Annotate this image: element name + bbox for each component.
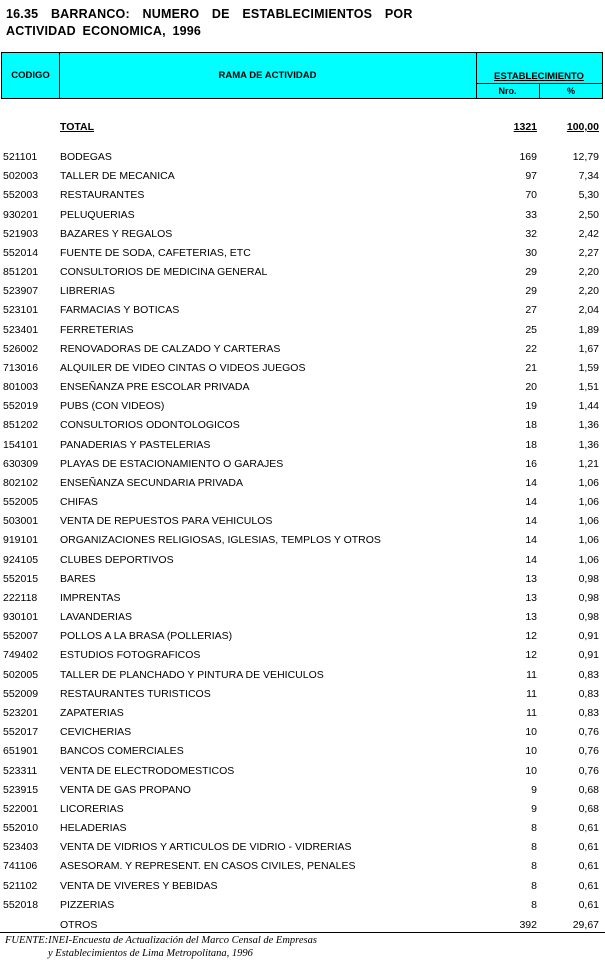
row-nro: 21	[525, 361, 537, 374]
table-row	[0, 762, 605, 781]
row-name: VENTA DE REPUESTOS PARA VEHICULOS	[60, 515, 273, 528]
row-nro: 169	[519, 151, 537, 163]
row-pct: 1,21	[578, 457, 599, 470]
row-code: 523311	[3, 764, 38, 777]
row-name: BODEGAS	[60, 151, 112, 163]
row-code: 521102	[3, 879, 38, 892]
row-nro: 29	[525, 285, 537, 298]
row-nro: 19	[525, 400, 537, 413]
table-row	[0, 493, 605, 512]
row-nro: 8	[531, 841, 537, 854]
row-code: 502003	[3, 170, 39, 183]
row-code: 924105	[3, 553, 39, 566]
table-row	[0, 148, 605, 167]
row-nro: 10	[525, 764, 537, 777]
table-row	[0, 321, 605, 340]
row-name: FERRETERIAS	[60, 323, 134, 336]
row-name: ESTUDIOS FOTOGRAFICOS	[60, 649, 201, 662]
row-pct: 1,36	[578, 438, 599, 451]
row-code: 502005	[3, 668, 39, 681]
row-pct: 0,76	[578, 726, 599, 739]
table-row	[0, 723, 605, 742]
table-row	[0, 359, 605, 378]
row-name: CONSULTORIOS ODONTOLOGICOS	[60, 419, 240, 432]
row-name: ZAPATERIAS	[60, 706, 124, 719]
row-nro: 29	[525, 266, 537, 279]
row-nro: 13	[525, 591, 537, 604]
row-code: 523201	[3, 706, 39, 719]
table-row	[0, 857, 605, 876]
row-nro: 30	[525, 246, 537, 259]
row-code: 651901	[3, 745, 39, 758]
row-nro: 18	[525, 419, 537, 432]
row-pct: 2,04	[578, 304, 599, 317]
header-rama: RAMA DE ACTIVIDAD	[59, 53, 477, 98]
row-name: VENTA DE VIDRIOS Y ARTICULOS DE VIDRIO - VIDRERIAS	[60, 841, 352, 854]
row-nro: 16	[525, 457, 537, 470]
title-line-2: ACTIVIDAD ECONOMICA, 1996	[6, 24, 202, 38]
table-row	[0, 531, 605, 550]
row-nro: 8	[531, 822, 537, 835]
row-code: 552017	[3, 726, 39, 739]
table-row	[0, 244, 605, 263]
table-row	[0, 455, 605, 474]
row-pct: 5,30	[578, 189, 599, 202]
row-pct: 0,83	[578, 687, 599, 700]
row-name: VENTA DE ELECTRODOMESTICOS	[60, 764, 235, 777]
row-nro: 22	[525, 342, 537, 355]
table-row	[0, 589, 605, 608]
row-code: 552005	[3, 496, 39, 509]
row-name: PANADERIAS Y PASTELERIAS	[60, 438, 211, 451]
table-row	[0, 436, 605, 455]
row-code: 523907	[3, 285, 39, 298]
row-code: 523915	[3, 783, 39, 796]
row-pct: 1,44	[578, 400, 599, 413]
table-row	[0, 225, 605, 244]
row-pct: 0,61	[578, 860, 599, 873]
row-name: ASESORAM. Y REPRESENT. EN CASOS CIVILES, PENALES	[60, 860, 356, 873]
source-line-2: y Establecimientos de Lima Metropolitana, 1996	[48, 948, 253, 959]
row-nro: 33	[525, 208, 537, 221]
row-nro: 8	[531, 860, 537, 873]
row-pct: 2,50	[578, 208, 599, 221]
row-code: 503001	[3, 515, 39, 528]
row-nro: 14	[525, 534, 537, 547]
row-nro: 11	[526, 668, 537, 681]
total-row	[0, 121, 605, 137]
row-code: 552015	[3, 572, 39, 585]
row-code: 552007	[3, 630, 39, 643]
table-row	[0, 301, 605, 320]
table-row	[0, 838, 605, 857]
row-nro: 9	[531, 783, 537, 796]
row-code: 713016	[3, 361, 39, 374]
row-code: 154101	[3, 438, 39, 451]
row-pct: 2,20	[578, 285, 599, 298]
row-pct: 0,68	[578, 783, 599, 796]
row-name: RENOVADORAS DE CALZADO Y CARTERAS	[60, 342, 281, 355]
table-row	[0, 263, 605, 282]
row-code: 552003	[3, 189, 39, 202]
bottom-rule	[0, 932, 605, 933]
source-note	[5, 934, 317, 960]
header-nro: Nro.	[476, 83, 540, 98]
table-row	[0, 646, 605, 665]
row-name: ORGANIZACIONES RELIGIOSAS, IGLESIAS, TEMPLOS Y OTROS	[60, 534, 381, 547]
row-code: 552019	[3, 400, 39, 413]
table-row	[0, 474, 605, 493]
table-row	[0, 570, 605, 589]
row-name: IMPRENTAS	[60, 591, 121, 604]
row-nro: 32	[525, 227, 537, 240]
table-row	[0, 877, 605, 896]
row-code: 851201	[3, 266, 39, 279]
row-pct: 1,06	[578, 515, 599, 528]
row-name: LIBRERIAS	[60, 285, 115, 298]
row-pct: 1,89	[578, 323, 599, 336]
row-name: TALLER DE PLANCHADO Y PINTURA DE VEHICULOS	[60, 668, 324, 681]
row-name: VENTA DE GAS PROPANO	[60, 783, 191, 796]
row-pct: 7,34	[578, 170, 599, 183]
row-code: 851202	[3, 419, 39, 432]
row-pct: 0,98	[578, 611, 599, 624]
header-establecimiento: ESTABLECIMIENTO	[494, 71, 584, 82]
row-pct: 0,68	[578, 802, 599, 815]
row-nro: 10	[525, 726, 537, 739]
row-name: PLAYAS DE ESTACIONAMIENTO O GARAJES	[60, 457, 284, 470]
row-code: 552009	[3, 687, 39, 700]
table-row	[0, 167, 605, 186]
row-pct: 0,61	[578, 879, 599, 892]
title-line-1: 16.35 BARRANCO: NUMERO DE ESTABLECIMIENTOS POR	[6, 7, 413, 21]
row-code: 919101	[3, 534, 39, 547]
otros-name: OTROS	[60, 919, 98, 931]
row-nro: 11	[526, 706, 537, 719]
table-row	[0, 800, 605, 819]
row-code: 526002	[3, 342, 39, 355]
row-code: 802102	[3, 476, 39, 489]
row-code: 749402	[3, 649, 39, 662]
row-pct: 0,61	[578, 898, 599, 911]
row-nro: 9	[531, 802, 537, 815]
row-nro: 27	[525, 304, 537, 317]
row-code: 552010	[3, 822, 39, 835]
row-pct: 0,98	[578, 591, 599, 604]
row-nro: 11	[526, 687, 537, 700]
row-name: PIZZERIAS	[60, 898, 115, 911]
row-name: BARES	[60, 572, 96, 585]
table-row	[0, 896, 605, 915]
source-line-1: FUENTE:INEI-Encuesta de Actualización del Marco Censal de Empresas	[5, 935, 317, 946]
table-row	[0, 551, 605, 570]
header-pct: %	[540, 83, 602, 98]
row-name: VENTA DE VIVERES Y BEBIDAS	[60, 879, 218, 892]
table-row	[0, 742, 605, 761]
row-name: ALQUILER DE VIDEO CINTAS O VIDEOS JUEGOS	[60, 361, 306, 374]
row-name: RESTAURANTES TURISTICOS	[60, 687, 211, 700]
row-name: CEVICHERIAS	[60, 726, 132, 739]
row-pct: 1,06	[578, 476, 599, 489]
table-row	[0, 819, 605, 838]
row-nro: 13	[525, 611, 537, 624]
row-pct: 0,91	[578, 630, 599, 643]
row-nro: 14	[525, 496, 537, 509]
row-code: 521101	[3, 151, 38, 163]
row-name: LICORERIAS	[60, 802, 124, 815]
table-row	[0, 397, 605, 416]
row-pct: 2,42	[578, 227, 599, 240]
row-code: 521903	[3, 227, 39, 240]
row-nro: 8	[531, 879, 537, 892]
table-row	[0, 340, 605, 359]
table-row	[0, 685, 605, 704]
row-code: 522001	[3, 802, 39, 815]
row-pct: 1,51	[578, 381, 599, 394]
row-name: LAVANDERIAS	[60, 611, 132, 624]
table-row	[0, 781, 605, 800]
total-label: TOTAL	[60, 121, 95, 133]
row-pct: 1,67	[578, 342, 599, 355]
row-name: PUBS (CON VIDEOS)	[60, 400, 165, 413]
row-code: 552018	[3, 898, 39, 911]
row-nro: 13	[525, 572, 537, 585]
table-row	[0, 627, 605, 646]
row-nro: 14	[525, 476, 537, 489]
row-name: HELADERIAS	[60, 822, 127, 835]
row-name: ENSEÑANZA SECUNDARIA PRIVADA	[60, 476, 244, 489]
row-name: TALLER DE MECANICA	[60, 170, 175, 183]
row-pct: 0,61	[578, 822, 599, 835]
table-row	[0, 666, 605, 685]
row-name: CLUBES DEPORTIVOS	[60, 553, 174, 566]
row-name: RESTAURANTES	[60, 189, 145, 202]
row-code: 552014	[3, 246, 39, 259]
row-pct: 1,06	[578, 534, 599, 547]
otros-pct: 29,67	[572, 919, 599, 931]
row-pct: 0,76	[578, 764, 599, 777]
row-pct: 0,83	[578, 706, 599, 719]
row-nro: 97	[525, 170, 537, 183]
row-code: 222118	[3, 591, 38, 604]
row-code: 523101	[3, 304, 39, 317]
row-pct: 0,91	[578, 649, 599, 662]
row-name: ENSEÑANZA PRE ESCOLAR PRIVADA	[60, 381, 250, 394]
table-row	[0, 512, 605, 531]
row-nro: 70	[525, 189, 537, 202]
row-pct: 1,36	[578, 419, 599, 432]
row-nro: 12	[525, 630, 537, 643]
row-code: 930101	[3, 611, 39, 624]
row-pct: 0,83	[578, 668, 599, 681]
row-code: 523401	[3, 323, 39, 336]
table-row	[0, 206, 605, 225]
table-row	[0, 416, 605, 435]
total-pct: 100,00	[566, 121, 599, 133]
table-row	[0, 608, 605, 627]
table-row	[0, 282, 605, 301]
row-pct: 12,79	[572, 151, 599, 163]
row-pct: 1,59	[578, 361, 599, 374]
row-pct: 0,98	[578, 572, 599, 585]
row-name: POLLOS A LA BRASA (POLLERIAS)	[60, 630, 233, 643]
row-nro: 14	[525, 553, 537, 566]
row-code: 523403	[3, 841, 39, 854]
row-nro: 20	[525, 381, 537, 394]
row-name: FARMACIAS Y BOTICAS	[60, 304, 180, 317]
row-name: PELUQUERIAS	[60, 208, 135, 221]
row-nro: 8	[531, 898, 537, 911]
row-pct: 2,27	[578, 246, 599, 259]
row-nro: 12	[525, 649, 537, 662]
otros-row	[0, 917, 605, 933]
row-name: CONSULTORIOS DE MEDICINA GENERAL	[60, 266, 268, 279]
otros-nro: 392	[519, 919, 537, 931]
row-name: CHIFAS	[60, 496, 98, 509]
row-code: 801003	[3, 381, 39, 394]
table-row	[0, 378, 605, 397]
row-nro: 18	[525, 438, 537, 451]
row-pct: 2,20	[578, 266, 599, 279]
row-code: 930201	[3, 208, 39, 221]
row-name: BANCOS COMERCIALES	[60, 745, 184, 758]
table-body	[0, 148, 605, 915]
page-title	[6, 6, 426, 40]
row-pct: 1,06	[578, 496, 599, 509]
row-name: BAZARES Y REGALOS	[60, 227, 173, 240]
table-header	[1, 52, 603, 99]
total-nro: 1321	[513, 121, 537, 133]
row-code: 630309	[3, 457, 39, 470]
row-nro: 14	[525, 515, 537, 528]
row-nro: 10	[525, 745, 537, 758]
row-pct: 0,61	[578, 841, 599, 854]
header-codigo: CODIGO	[2, 53, 60, 98]
row-pct: 1,06	[578, 553, 599, 566]
row-name: FUENTE DE SODA, CAFETERIAS, ETC	[60, 246, 251, 259]
row-pct: 0,76	[578, 745, 599, 758]
table-row	[0, 186, 605, 205]
row-nro: 25	[525, 323, 537, 336]
table-row	[0, 704, 605, 723]
row-code: 741106	[3, 860, 38, 873]
